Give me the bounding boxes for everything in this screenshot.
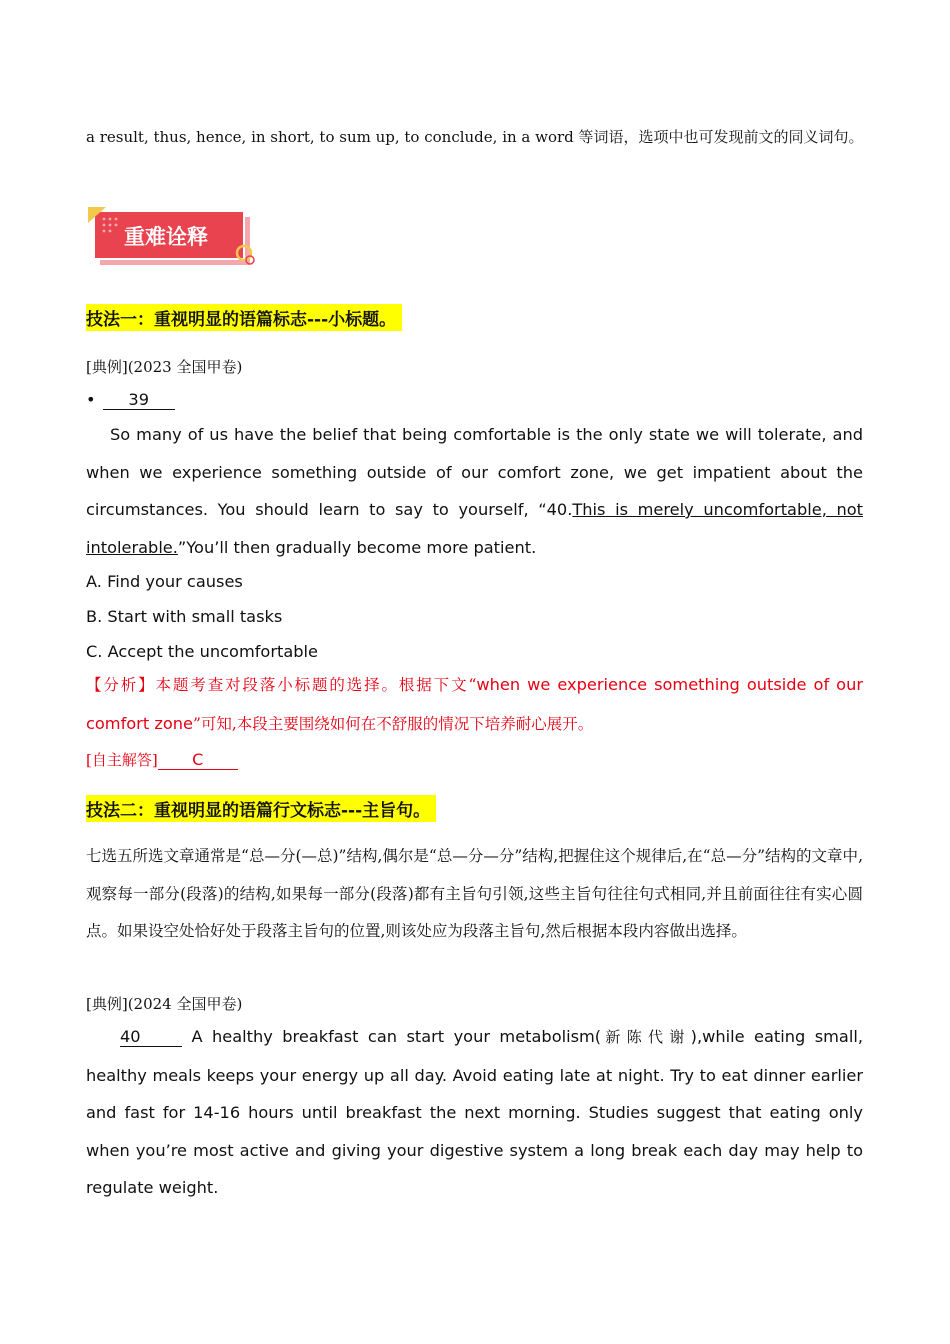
self-answer-label: [自主解答] [86,751,158,769]
section1-passage-underlined: This is merely uncomfortable, not intolerable. [86,500,863,557]
section2-example-label: [典例](2024 全国甲卷) [86,995,243,1013]
section2-heading: 技法二：重视明显的语篇行文标志---主旨句。 [86,795,436,822]
section1-blank-line [86,390,175,410]
section1-passage [86,416,863,566]
section-banner [86,205,258,277]
section2-passage [86,1018,863,1207]
banner-graphic [86,205,258,277]
section1-blank-number: 39 [103,391,175,410]
intro-line: a result, thus, hence, in short, to sum up, to conclude, in a word 等词语，选项中也可发现前文的同义词句。 [86,128,864,146]
bullet-icon: • [86,390,96,409]
section2-passage-part2: ),while eating small, healthy meals keeps your energy up all day. Avoid eating late at night. Try to eat dinner earlier and fast for 14-16 hours until breakfast the next morning. Studies suggest that eating only when you’re most active and giving your digestive system a long break each day may help to regulate weight. [86,1027,863,1197]
analysis-part1: 【分析】本题考查对段落小标题的选择。根据下文“ [86,676,477,694]
analysis-part2: ”可知,本段主要围绕如何在不舒服的情况下培养耐心展开。 [192,714,594,733]
section1-example-label: [典例](2023 全国甲卷) [86,358,243,376]
self-answer-value: C [158,751,238,770]
section1-passage-part2: ”You’ll then gradually become more patient. [177,537,537,557]
option-c: C. Accept the uncomfortable [86,642,318,661]
section2-explanation: 七选五所选文章通常是“总—分(—总)”结构,偶尔是“总—分—分”结构,把握住这个规律后,在“总—分”结构的文章中,观察每一部分(段落)的结构,如果每一部分(段落)都有主旨句引领,这些主旨句往往句式相同,并且前面往往有实心圆点。如果设空处恰好处于段落主旨句的位置,则该处应为段落主旨句,然后根据本段内容做出选择。 [86,847,863,940]
analysis-quote: when we experience something outside of our comfort zone [86,675,863,733]
banner-label: 重难诠释 [124,225,208,249]
option-a: A. Find your causes [86,572,243,591]
section1-heading: 技法一：重视明显的语篇标志---小标题。 [86,304,402,331]
section2-passage-part1: A healthy breakfast can start your metabolism( [182,1027,602,1046]
option-b: B. Start with small tasks [86,607,283,626]
section1-analysis [86,666,863,743]
self-answer [86,749,238,770]
section2-passage-cn: 新陈代谢 [601,1028,691,1046]
section2-blank-number: 40 [120,1028,182,1047]
section1-passage-part1: So many of us have the belief that being comfortable is the only state we will tolerate, and when we experience something outside of our comfort zone, we get impatient about the circumstances. You should learn to say to yourself, “40. [86,425,863,519]
